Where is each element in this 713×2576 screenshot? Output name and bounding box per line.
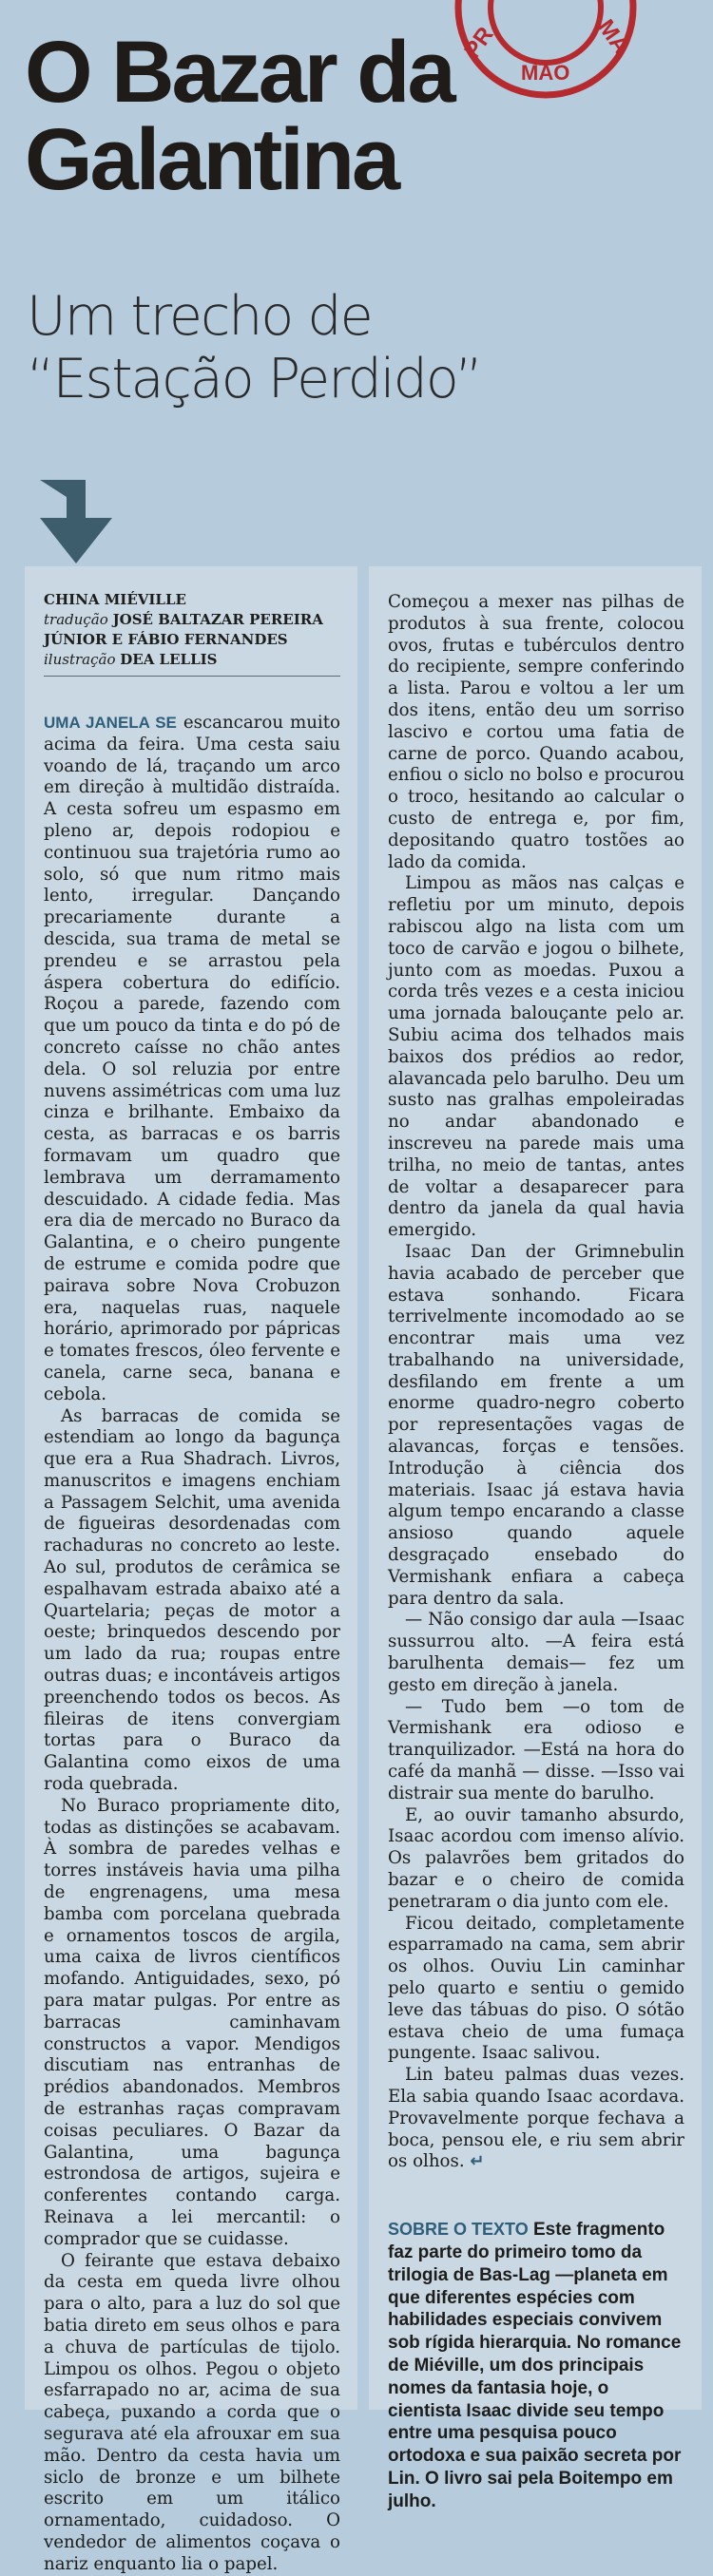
paragraph: Começou a mexer nas pilhas de produtos à sua frente, colocou ovos, frutas e tubérculos dentro do recipiente, sempre conferindo a lista. Parou e voltou a ler um dos itens, então deu um sorriso lascivo e cortou uma fatia de carne de porco. Quando acabou, enfiou o siclo no bolso e procurou o troco, hesitando ao calcular o custo de entrega e, por fim, depositando quatro tostões ao lado da comida. bbox=[388, 592, 684, 872]
paragraph: O feirante que estava debaixo da cesta em queda livre olhou para o alto, para a luz do sol que batia direto em seus olhos e para a chuva de partículas de tijolo. Limpou os olhos. Pegou o objeto esfarrapado no ar, acima de sua cabeça, puxando a corda que o segurava até ela afrouxar em sua mão. Dentro da cesta havia um siclo de bronze e um bilhete escrito em um itálico ornamentado, cuidadoso. O vendedor de alimentos coçava o nariz enquanto lia o papel. bbox=[44, 2250, 340, 2574]
article-subtitle bbox=[27, 285, 616, 410]
about-the-text bbox=[388, 2219, 684, 2512]
translators-name: JOSÉ BALTAZAR PEREIRA JÚNIOR E FÁBIO FERNANDES bbox=[44, 611, 323, 648]
subtitle-line-2: “Estação Perdido” bbox=[27, 348, 482, 410]
article-title bbox=[25, 24, 690, 208]
about-lead: SOBRE O TEXTO bbox=[388, 2220, 529, 2240]
paragraph-text: Lin bateu palmas duas vezes. Ela sabia quando Isaac acordava. Provavelmente porque fechava a boca, pensou ele, e riu sem abrir os olhos. bbox=[388, 2065, 684, 2172]
lead-in: UMA JANELA SE bbox=[44, 714, 177, 732]
paragraph: E, ao ouvir tamanho absurdo, Isaac acordou com imenso alívio. Os palavrões bem gritados do bazar e o cheiro de comida penetraram o dia junto com ele. bbox=[388, 1804, 684, 1912]
translation-label: tradução bbox=[44, 611, 108, 628]
paragraph: Limpou as mãos nas calças e refletiu por um minuto, depois rabiscou algo na lista com um toco de carvão e jogou o bilhete, junto com as moedas. Puxou a corda três vezes e a cesta iniciou uma jornada balouçante pelo ar. Subiu acima dos telhados mais baixos dos prédios ao redor, alavancada pelo barulho. Deu um susto nas gralhas empoleiradas no andar abandonado e inscreveu na parede mais uma trilha, no meio de tantas, antes de voltar a desaparecer para dentro da janela da qual havia emergido. bbox=[388, 873, 684, 1241]
credits-block bbox=[44, 590, 340, 677]
paragraph-text: escancarou muito acima da feira. Uma cesta saiu voando de lá, traçando um arco em direção à multidão distraída. A cesta sofreu um espasmo em pleno ar, depois rodopiou e continuou sua trajetória rumo ao solo, só que num ritmo mais lento, irregular. Dançando precariamente durante a descida, sua trama de metal se prendeu e se arrastou pela áspera cobertura do edifício. Roçou a parede, fazendo com que um pouco da tinta e do pó de concreto caísse no chão antes dela. O sol reluzia por entre nuvens assimétricas com uma luz cinza e brilhante. Embaixo da cesta, as barracas e os barris formavam um quadro que lembrava um derramamento descuidado. A cidade fedia. Mas era dia de mercado no Buraco da Galantina, e o cheiro pungente de estrume e comida podre que pairava sobre Nova Crobuzon era, naquelas ruas, naquele horário, aprimorado por pápricas e tomates frescos, óleo fervente e canela, carne seca, banana e cebola. bbox=[44, 713, 340, 1404]
stamp-text-1: PR bbox=[459, 22, 499, 64]
illustrator-name: DEA LELLIS bbox=[120, 651, 218, 668]
article-column-left bbox=[25, 566, 357, 2574]
subtitle-line-1: Um trecho de bbox=[27, 285, 372, 348]
paragraph: — Tudo bem —o tom de Vermishank era odioso e tranquilizador. —Está na hora do café da manhã — disse. —Isso vai distrair sua mente do barulho. bbox=[388, 1696, 684, 1803]
arrow-down-icon bbox=[38, 480, 128, 565]
illustration-label: ilustração bbox=[44, 651, 116, 668]
title-line-1: O Bazar da bbox=[25, 24, 453, 121]
stamp-text-3: MÃO bbox=[521, 61, 570, 85]
paragraph: As barracas de comida se estendiam ao longo da bagunça que era a Rua Shadrach. Livros, manuscritos e imagens enchiam a Passagem Selchit, uma avenida de figueiras desordenadas com rachaduras no concreto ao leste. Ao sul, produtos de cerâmica se espalhavam estrada abaixo até a Quartelaria; peças de motor a oeste; brinquedos descendo por um lado da rua; roupas entre outras duas; e incontáveis artigos preenchendo todos os becos. As fileiras de itens convergiam tortas para o Buraco da Galantina como eixos de uma roda quebrada. bbox=[44, 1405, 340, 1795]
paragraph bbox=[388, 2065, 684, 2173]
stamp-text-2: MA bbox=[592, 14, 634, 59]
article-column-right bbox=[369, 566, 702, 2511]
about-text: Este fragmento faz parte do primeiro tomo da trilogia de Bas-Lag —planeta em que diferentes espécies com habilidades especiais convivem sob rígida hierarquia. No romance de Miéville, um dos principais nomes da fantasia hoje, o cientista Isaac divide seu tempo entre uma pesquisa pouco ortodoxa e sua paixão secreta por Lin. O livro sai pela Boitempo em julho. bbox=[388, 2220, 682, 2511]
paragraph: No Buraco propriamente dito, todas as distinções se acabavam. À sombra de paredes velhas e torres instáveis havia uma pilha de engrenagens, uma mesa bamba com porcelana quebrada e ornamentos toscos de argila, uma caixa de livros científicos mofando. Antiguidades, sexo, pó para matar pulgas. Por entre as barracas caminhavam constructos a vapor. Mendigos discutiam nas entranhas de prédios abandonados. Membros de estranhas raças compravam coisas peculiares. O Bazar da Galantina, uma bagunça estrondosa de artigos, sujeira e conferentes contando carga. Reinava a lei mercantil: o comprador que se cuidasse. bbox=[44, 1795, 340, 2249]
author-name: CHINA MIÉVILLE bbox=[44, 591, 186, 608]
paragraph: Isaac Dan der Grimnebulin havia acabado de perceber que estava sonhando. Ficara terrivelmente incomodado ao se encontrar mais uma vez trabalhando na universidade, desfilando em frente a um enorme quadro-negro coberto por representações vagas de alavancas, forças e tensões. Introdução à ciência dos materiais. Isaac já estava havia algum tempo encarando a classe ansioso quando aquele desgraçado ensebado do Vermishank enfiara a cabeça para dentro da sala. bbox=[388, 1241, 684, 1609]
paragraph: Ficou deitado, completamente esparramado na cama, sem abrir os olhos. Ouviu Lin caminhar pelo quarto e sentiu o gemido leve das tábuas do piso. O sótão estava cheio de uma fumaça pungente. Isaac salivou. bbox=[388, 1913, 684, 2064]
end-mark-icon: ↵ bbox=[470, 2151, 485, 2172]
paragraph bbox=[44, 713, 340, 1406]
title-line-2: Galantina bbox=[25, 111, 398, 208]
paragraph: — Não consigo dar aula —Isaac sussurrou alto. —A feira está barulhenta demais— fez um gesto em direção à janela. bbox=[388, 1610, 684, 1695]
